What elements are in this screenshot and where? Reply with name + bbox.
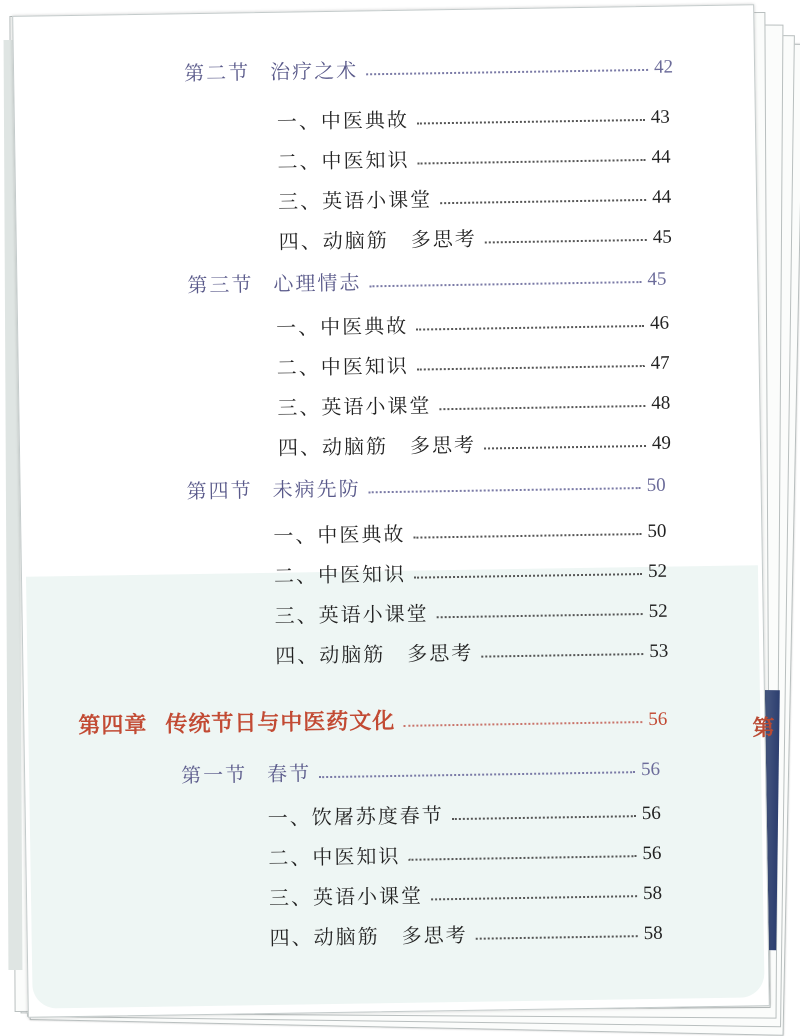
toc-item-row[interactable] (277, 134, 681, 174)
page-number: 52 (648, 600, 668, 622)
toc-item-label: 二、中医知识 (276, 353, 409, 380)
page-number: 50 (647, 520, 667, 542)
toc-item-row[interactable] (277, 380, 681, 420)
section-title: 治疗之术 (269, 58, 359, 84)
toc-item-label: 三、英语小课堂 (268, 883, 424, 910)
next-page-peek: 第 (752, 716, 775, 742)
toc-item-label: 一、饮屠苏度春节 (267, 803, 444, 830)
toc-section-row[interactable] (184, 44, 684, 86)
toc-item-row[interactable] (278, 214, 682, 254)
page-number: 53 (649, 640, 669, 662)
toc-item-row[interactable] (268, 831, 672, 871)
page-number: 45 (647, 268, 667, 290)
page-number: 45 (652, 226, 672, 248)
leader-dots (485, 239, 647, 244)
section-title: 春节 (266, 761, 312, 786)
leader-dots (369, 487, 641, 493)
leader-dots (481, 653, 643, 658)
leader-dots (413, 533, 641, 539)
section-title: 心理情志 (273, 270, 362, 296)
section-title: 未病先防 (272, 476, 361, 502)
toc-page (12, 4, 775, 1018)
toc-item-label: 一、中医典故 (273, 521, 406, 548)
leader-dots (418, 159, 646, 165)
toc-section-row[interactable] (186, 463, 676, 505)
toc-item-label: 二、中医知识 (277, 147, 410, 174)
leader-dots (484, 445, 646, 450)
page-number: 58 (643, 922, 663, 945)
toc-item-row[interactable] (274, 588, 678, 628)
section-number: 第二节 (183, 60, 251, 86)
toc-item-row[interactable] (276, 300, 680, 340)
leader-dots (366, 69, 648, 75)
page-number: 58 (642, 882, 663, 905)
leader-dots (408, 855, 636, 861)
toc-item-label: 四、动脑筋 多思考 (278, 226, 477, 254)
page-number: 56 (642, 842, 662, 865)
toc-item-label: 四、动脑筋 多思考 (269, 922, 468, 950)
toc-item-row[interactable] (278, 420, 682, 460)
leader-dots (369, 281, 641, 287)
leader-dots (416, 325, 644, 331)
page-number: 49 (651, 432, 672, 454)
page-number: 42 (653, 56, 674, 78)
toc-item-label: 四、动脑筋 多思考 (277, 432, 477, 460)
toc-item-row[interactable] (274, 549, 678, 589)
page-number: 50 (646, 474, 666, 496)
leader-dots (403, 721, 642, 727)
toc-item-row[interactable] (278, 174, 682, 214)
toc-item-row[interactable] (277, 94, 681, 134)
leader-dots (439, 405, 645, 410)
page-number: 46 (649, 312, 670, 334)
toc-item-label: 三、英语小课堂 (277, 393, 432, 420)
chapter-number: 第四章 (78, 712, 148, 739)
toc-item-row[interactable] (273, 509, 677, 549)
toc-item-label: 四、动脑筋 多思考 (275, 640, 474, 668)
toc-item-label: 一、中医典故 (275, 313, 409, 340)
page-number: 56 (641, 802, 661, 825)
leader-dots (414, 573, 642, 579)
page-number: 56 (640, 758, 661, 781)
section-number: 第三节 (187, 272, 254, 298)
page-number: 43 (650, 106, 671, 128)
section-number: 第一节 (180, 762, 248, 788)
leader-dots (417, 365, 645, 371)
toc-item-label: 二、中医知识 (268, 843, 401, 870)
page-number: 56 (648, 708, 668, 730)
page-number: 52 (647, 560, 668, 582)
section-number: 第四节 (186, 478, 253, 504)
toc-item-label: 三、英语小课堂 (277, 187, 433, 214)
toc-item-row[interactable] (269, 911, 673, 951)
toc-section-row[interactable] (187, 256, 677, 298)
toc-item-label: 二、中医知识 (273, 561, 407, 588)
leader-dots (440, 199, 646, 204)
page-number: 44 (651, 146, 671, 168)
toc-item-row[interactable] (267, 791, 671, 831)
page-number: 44 (651, 186, 672, 208)
leader-dots (417, 119, 645, 125)
leader-dots (319, 771, 635, 778)
leader-dots (452, 815, 636, 820)
leader-dots (476, 935, 638, 940)
page-number: 48 (651, 392, 671, 414)
toc-item-row[interactable] (276, 340, 680, 380)
toc-item-row[interactable] (269, 871, 673, 911)
chapter-title: 传统节日与中医药文化 (165, 708, 396, 738)
toc-item-row[interactable] (275, 628, 679, 668)
page-number: 47 (650, 352, 670, 374)
toc-item-label: 三、英语小课堂 (274, 601, 429, 628)
toc-item-label: 一、中医典故 (276, 107, 410, 134)
leader-dots (431, 895, 637, 900)
leader-dots (437, 613, 643, 618)
